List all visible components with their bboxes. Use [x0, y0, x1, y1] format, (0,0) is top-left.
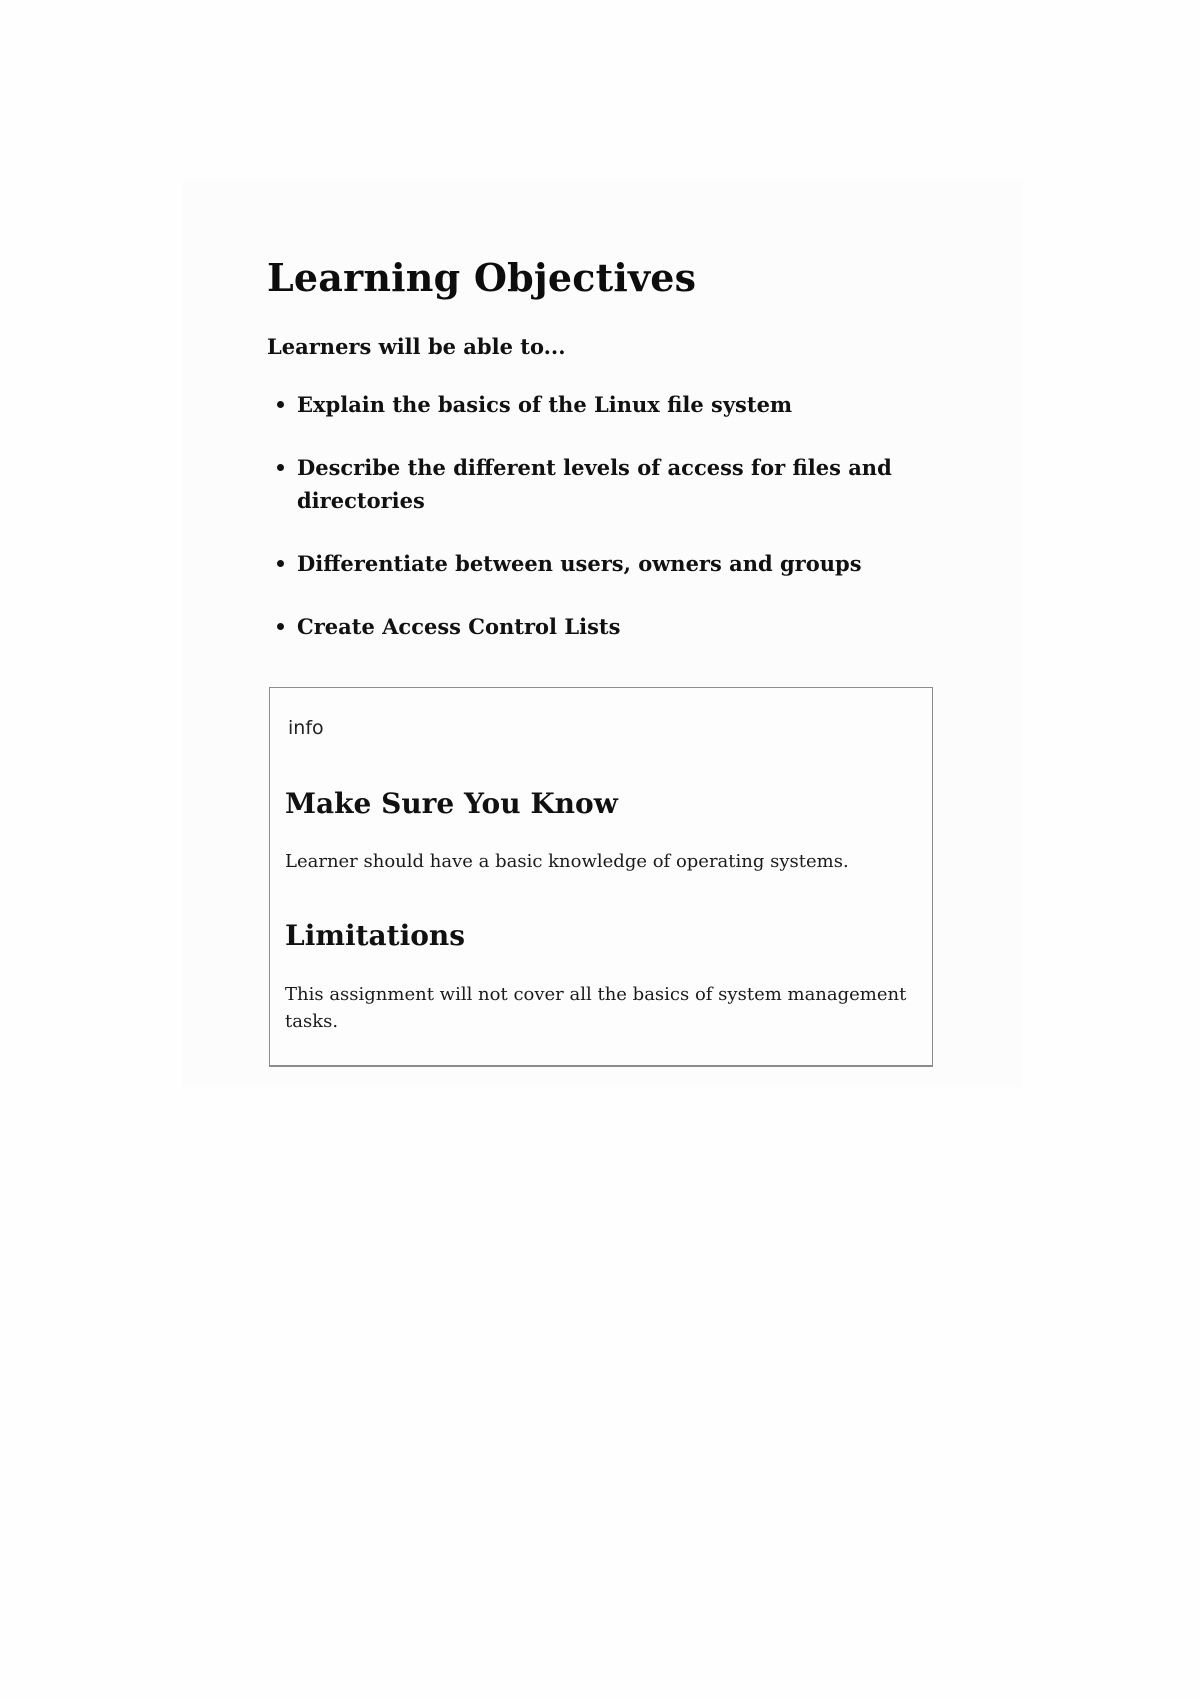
limitations-text: This assignment will not cover all the basics of system management tasks.	[285, 984, 907, 1032]
prerequisites-heading: Make Sure You Know	[285, 787, 618, 820]
objectives-list	[267, 388, 907, 643]
objective-text: Describe the different levels of access for files and directories	[297, 455, 892, 513]
bullet-icon	[277, 401, 284, 408]
page-title: Learning Objectives	[267, 255, 697, 300]
limitations-heading: Limitations	[285, 919, 466, 952]
objective-text: Create Access Control Lists	[297, 614, 621, 639]
bullet-icon	[277, 560, 284, 567]
bullet-icon	[277, 623, 284, 630]
bullet-icon	[277, 464, 284, 471]
intro-text: Learners will be able to...	[267, 334, 566, 359]
info-box	[269, 687, 933, 1067]
prerequisites-text: Learner should have a basic knowledge of operating systems.	[285, 851, 849, 872]
list-item	[267, 388, 907, 421]
list-item	[267, 451, 907, 517]
list-item	[267, 610, 907, 643]
list-item	[267, 547, 907, 580]
objective-text: Differentiate between users, owners and groups	[297, 551, 862, 576]
learning-objectives-section	[267, 252, 947, 643]
info-tag: info	[288, 717, 324, 739]
objective-text: Explain the basics of the Linux file system	[297, 392, 793, 417]
